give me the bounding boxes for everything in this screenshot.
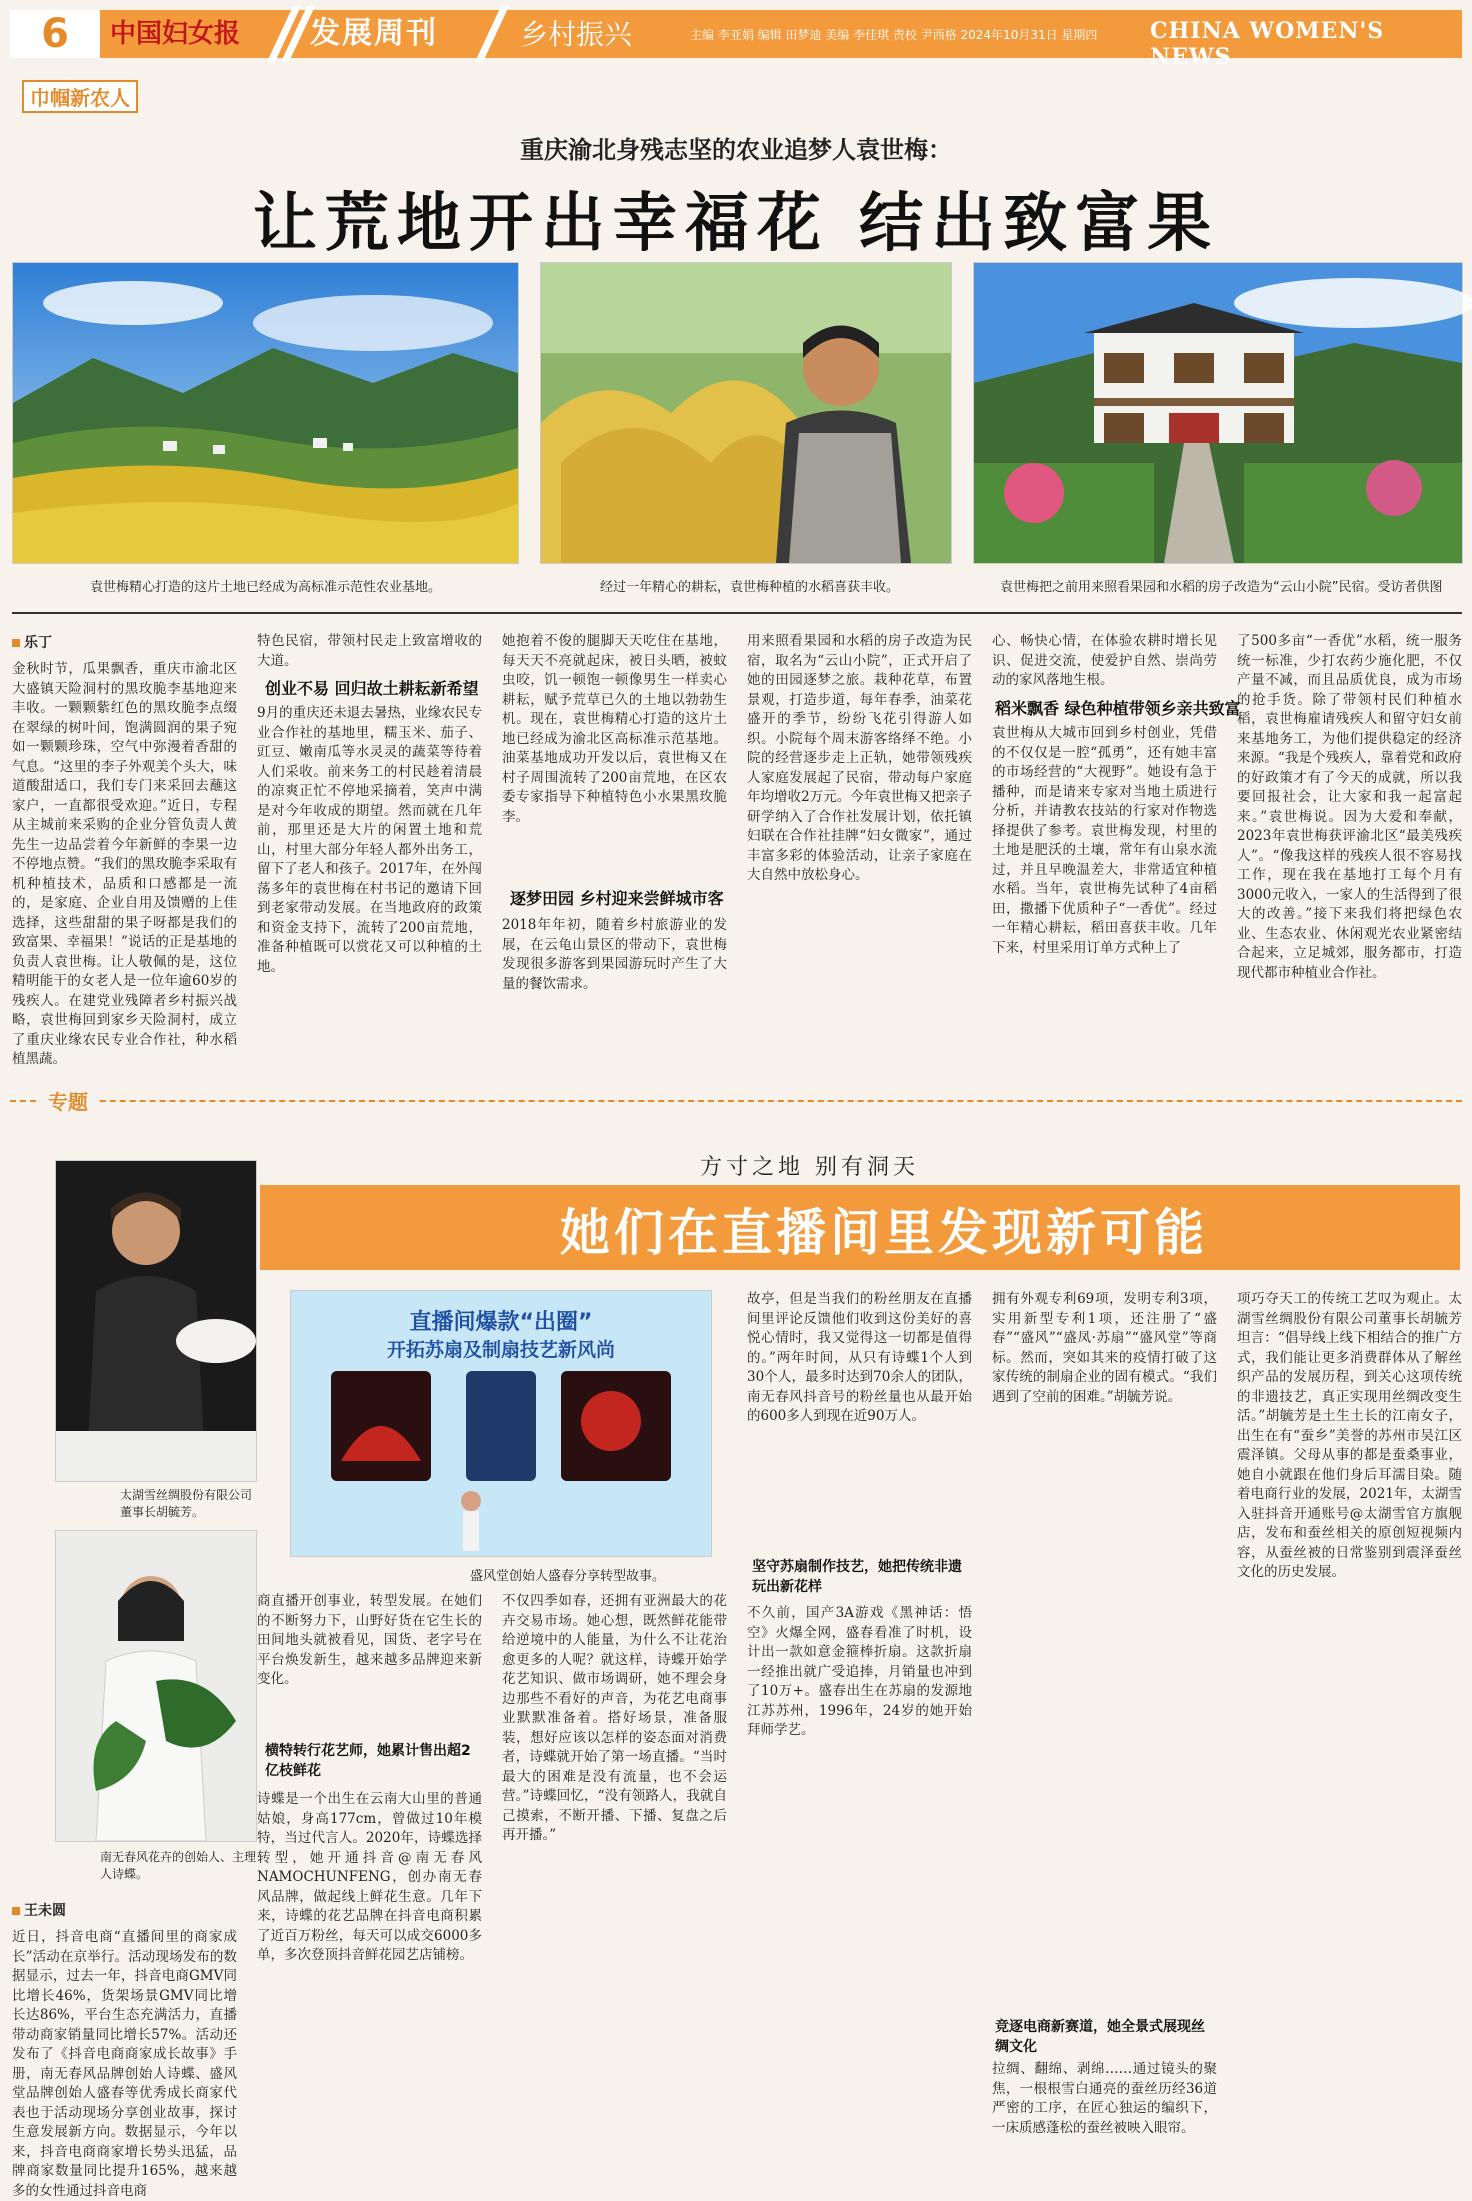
byline-name: 王未圆 [24, 1903, 66, 1919]
article-column: 金秋时节，瓜果飘香，重庆市渝北区大盛镇天险洞村的黑玫脆李基地迎来丰收。一颗颗紫红色的黑玫脆李点缀在翠绿的树叶间，饱满圆润的果子宛如一颗颗珍珠，空气中弥漫着香甜的气息。“这里的李子外观美个头大，味道酸甜适口，我们专门来采回去蘸这家户，一直都很受欢迎。”近日，专程从主城前来采购的企业分管负责人黄先生一边品尝着今年新鲜的李果一边不停地点赞。“我们的黑玫脆李采取有机种植技术，品质和口感都是一流的，是家庭、企业自用及馈赠的上佳选择，这些甜甜的果子呀都是我们的致富果、幸福果！”说话的正是基地的负责人袁世梅。让人敬佩的是，这位精明能干的女老人是一位年逾60岁的残疾人。在建党业残障者乡村振兴战略，袁世梅回到家乡天险洞村，成立了重庆业缘农民专业合作社，种水稻植黑蔬。 [12, 661, 237, 1067]
article-column: 2018年年初，随着乡村旅游业的发展，在云龟山景区的带动下，袁世梅发现很多游客到果园游玩时产生了大量的餐饮需求。 [502, 917, 727, 992]
bullet-square [12, 1907, 20, 1915]
column-tag: 巾帼新农人 [22, 80, 138, 113]
photo-caption: 南无春风花卉的创始人、主理人诗蝶。 [100, 1850, 257, 1881]
bullet-square [12, 639, 20, 647]
byline-name: 乐丁 [24, 635, 52, 651]
photo-caption: 盛风堂创始人盛春分享转型故事。 [470, 1569, 666, 1584]
photo-caption: 太湖雪丝绸股份有限公司董事长胡毓芳。 [120, 1488, 253, 1519]
photo-caption: 经过一年精心的耕耘，袁世梅种植的水稻喜获丰收。 [600, 580, 900, 595]
subheading: 横特转行花艺师，她累计售出超2亿枝鲜花 [265, 1743, 471, 1779]
article-column: 项巧夺天工的传统工艺叹为观止。太湖雪丝绸股份有限公司董事长胡毓芳坦言：“倡导线上线下相结合的推广方式，我们能让更多消费群体从了解丝织产品的发展历程，到关心这项传统的非遗技艺，真正实现用丝绸改变生活。”胡毓芳是土生土长的江南女子，出生在有“蚕乡”美誉的苏州市吴江区震泽镇。父母从事的都是蚕桑事业，她自小就跟在他们身后耳濡目染。随着电商行业的发展，2021年，太湖雪入驻抖音开通账号@太湖雪官方旗舰店，发布和蚕丝相关的原创短视频内容，从蚕丝被的日常鉴别到震泽蚕丝文化的历史发展。 [1237, 1291, 1462, 1580]
story-headline: 她们在直播间里发现新可能 [560, 1203, 1208, 1262]
article-column: 拥有外观专利69项，发明专利3项，实用新型专利1项，还注册了“盛春”“盛风”“盛凤·苏扇”“盛风堂”等商标。然而，突如其来的疫情打破了这家传统的制扇企业的固有模式。“我们遇到了空前的困难。”胡毓芳说。 [992, 1291, 1217, 1405]
article-column: 袁世梅从大城市回到乡村创业，凭借的不仅仅是一腔“孤勇”，还有她丰富的市场经营的“大视野”。她设有急于播种，而是请来专家对当地土质进行分析，并请教农技站的行家对作物选择提供了参考。袁世梅发现，村里的土地是肥沃的土壤，常年有山泉水流过，并且早晚温差大，非常适宜种植水稻。当年，袁世梅先试种了4亩稻田，撒播下优质种子“一香优”。经过一年精心耕耘，稻田喜获丰收。几年下来，村里采用订单方式种上了 [992, 725, 1217, 956]
article-column: 9月的重庆还未退去暑热，业缘农民专业合作社的基地里，糯玉米、茄子、豇豆、嫩南瓜等水灵灵的蔬菜等待着人们采收。前来务工的村民趁着清晨的凉爽正忙不停地采摘着，笑声中满是对今年收成的期望。然而就在几年前，那里还是大片的闲置土地和荒山，村里大部分年轻人都外出务工，留下了老人和孩子。2017年，在外闯荡多年的袁世梅在村书记的邀请下回到老家带动发展。在当地政府的政策和资金支持下，流转了200亩荒地，准备种植既可以赏花又可以种植的土地。 [257, 705, 482, 975]
subheading: 创业不易 回归故土耕耘新希望 [265, 679, 479, 698]
byline [12, 1900, 66, 1920]
editor-credits: 主编 李亚娟 编辑 田梦迪 美编 李佳琪 责校 尹西格 2024年10月31日 星期四 [690, 28, 1098, 42]
subheading: 竞逐电商新赛道，她全景式展现丝绸文化 [995, 2019, 1205, 2055]
article-column: 心、畅快心情，在体验农耕时增长见识、促进交流，使爱护自然、崇尚劳动的家风落地生根。 [992, 633, 1217, 688]
subheading: 逐梦田园 乡村迎来尝鲜城市客 [510, 889, 724, 908]
article-column: 特色民宿，带领村民走上致富增收的大道。 [257, 633, 482, 669]
homestay-photo [973, 262, 1463, 564]
farmland-photo [12, 262, 519, 564]
section-topic: 乡村振兴 [520, 18, 633, 51]
story-headline: 让荒地开出幸福花 结出致富果 [252, 186, 1220, 261]
photo-caption: 袁世梅精心打造的这片土地已经成为高标准示范性农业基地。 [90, 580, 442, 595]
article-column: 用来照看果园和水稻的房子改造为民宿，取名为“云山小院”，正式开启了她的田园逐梦之旅。栽种花草，布置景观，打造步道，每年春季，油菜花盛开的季节，纷纷飞花引得游人如织。小院每个周末游客络绎不绝。小院的经营逐步走上正轨，她带领残疾人家庭发展起了民宿，带动每户家庭年均增收2万元。今年袁世梅又把亲子研学纳入了合作社发展计划，依托镇妇联在合作社挂牌“妇女微家”，通过丰富多彩的体验活动，让亲子家庭在大自然中放松身心。 [747, 633, 972, 883]
article-column: 拉绸、翻绵、剥绵……通过镜头的聚焦，一根根雪白通亮的蚕丝历经36道严密的工序，在匠心独运的编织下，一床质感蓬松的蚕丝被映入眼帘。 [992, 2061, 1217, 2136]
portrait-photo [55, 1160, 257, 1482]
newspaper-english-name: CHINA WOMEN'S NEWS [1150, 18, 1385, 70]
subheading: 坚守苏扇制作技艺，她把传统非遗玩出新花样 [752, 1559, 962, 1595]
promo-subtitle: 开拓苏扇及制扇技艺新风尚 [386, 1339, 615, 1361]
photo-caption: 袁世梅把之前用来照看果园和水稻的房子改造为“云山小院”民宿。受访者供图 [1000, 580, 1443, 595]
section-separator [10, 1100, 1462, 1106]
article-column: 了500多亩“一香优”水稻，统一服务统一标准，少打农药少施化肥，不仅产量不减，而且品质优良，成为市场的抢手货。除了带领村民们种植水稻，袁世梅雇请残疾人和留守妇女前来基地务工，为他们提供稳定的经济来源。“我是个残疾人，靠着党和政府的好政策才有了今天的成就，所以我要回报社会，让大家和我一起富起来。”袁世梅说。因为大爱和奉献，2023年袁世梅获评渝北区“最美残疾人”。“像我这样的残疾人很不容易找工作，现在我在基地打工每个月有3000元收入，一家人的生活得到了很大的改善。”接下来我们将把绿色农业、生态农业、休闲观光农业紧密结合起来，立足城郊，服务都市，打造现代都市种植业合作社。 [1237, 633, 1462, 981]
section-weekly: 发展周刊 [310, 16, 438, 51]
story-kicker: 重庆渝北身残志坚的农业追梦人袁世梅： [520, 135, 952, 164]
promo-title: 直播间爆款“出圈” [409, 1310, 593, 1335]
page-number: 6 [10, 10, 106, 58]
article-column: 商直播开创事业，转型发展。在她们的不断努力下，山野好货在它生长的田间地头就被看见，国货、老字号在平台焕发新生，越来越多品牌迎来新变化。 [257, 1593, 482, 1687]
column-tag: 专题 [40, 1086, 96, 1115]
newspaper-name: 中国妇女报 [110, 19, 241, 49]
story-kicker: 方寸之地 别有洞天 [700, 1155, 919, 1180]
livestream-event-photo [290, 1290, 712, 1557]
article-column: 不仅四季如春，还拥有亚洲最大的花卉交易市场。她心想，既然鲜花能带给逆境中的人能量，为什么不让花治愈更多的人呢？就这样，诗蝶开始学花艺知识、做市场调研，她不理会身边那些不看好的声音，为花艺电商事业默默准备着。搭好场景，准备服装，想好应该以怎样的姿态面对消费者，诗蝶就开始了第一场直播。“当时最大的困难是没有流量，也不会运营。”诗蝶回忆，“没有领路人，我就自己摸索，不断开播、下播、复盘之后再开播。” [502, 1593, 727, 1843]
article-column: 不久前，国产3A游戏《黑神话：悟空》火爆全网，盛春看准了时机，设计出一款如意金箍棒折扇。这款折扇一经推出就广受追捧，月销量也冲到了10万+。盛春出生在苏扇的发源地江苏苏州，1996年，24岁的她开始拜师学艺。 [747, 1605, 972, 1738]
article-column: 诗蝶是一个出生在云南大山里的普通姑娘，身高177cm，曾做过10年模特，当过代言人。2020年，诗蝶选择转型，她开通抖音@南无春风NAMOCHUNFENG，创办南无春风品牌，做起线上鲜花生意。几年下来，诗蝶的花艺品牌在抖音电商积累了近百万粉丝，每天可以成交6000多单，多次登顶抖音鲜花园艺店铺榜。 [257, 1791, 482, 1963]
subheading: 稻米飘香 绿色种植带领乡亲共致富 [995, 699, 1241, 718]
divider-rule [12, 612, 1462, 614]
portrait-photo [55, 1530, 257, 1842]
article-column: 她抱着不俊的腿脚天天吃住在基地，每天天不亮就起床，被日头晒，被蚊虫咬，饥一顿饱一顿像男生一样卖心耕耘，赋予荒草已久的土地以勃勃生机。现在，袁世梅精心打造的这片土地已经成为渝北区高标准示范基地。油菜基地成功开发以后，袁世梅又在村子周围流转了200亩荒地，在区农委专家指导下种植特色小水果黑玫脆李。 [502, 633, 727, 825]
article-column: 近日，抖音电商“直播间里的商家成长”活动在京举行。活动现场发布的数据显示，过去一年，抖音电商GMV同比增长46%，货架场景GMV同比增长达86%，平台生态充满活力，直播带动商家销量同比增长57%。活动还发布了《抖音电商商家成长故事》手册，南无春风品牌创始人诗蝶、盛风堂品牌创始人盛春等优秀成长商家代表也于活动现场分享创业故事，探讨生意发展新方向。数据显示，今年以来，抖音电商商家增长势头迅猛，品牌商家数量同比提升165%，越来越多的女性通过抖音电商 [12, 1929, 237, 2199]
rice-harvest-photo [540, 262, 952, 564]
article-column: 故亭，但是当我们的粉丝朋友在直播间里评论反馈他们收到这份美好的喜悦心情时，我又觉得这一切都是值得的。”两年时间，从只有诗蝶1个人到30个人，最多时达到70余人的团队，南无春风抖音号的粉丝量也从最开始的600多人到现在近90万人。 [747, 1291, 972, 1424]
byline [12, 632, 52, 652]
